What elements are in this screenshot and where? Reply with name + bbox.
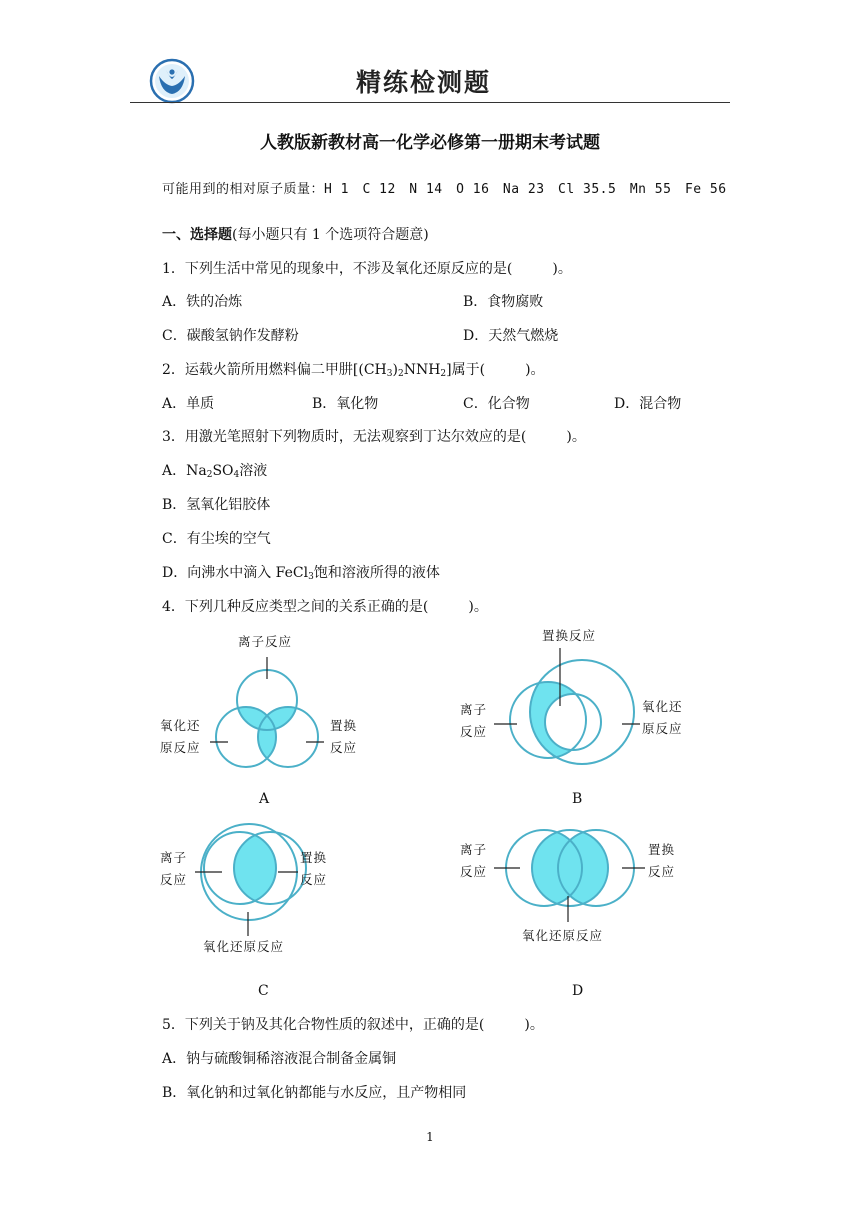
q5-option-a: A．钠与硫酸铜稀溶液混合制备金属铜 — [162, 1051, 397, 1067]
label-displace: 置换反应 — [542, 628, 597, 643]
q1-option-d: D．天然气燃烧 — [463, 328, 559, 344]
label-ionic: 离子反应 — [238, 634, 293, 649]
label-displace-line1: 置换 — [330, 718, 358, 733]
diagram-a — [160, 634, 357, 807]
label-redox-line1: 氧化还 — [642, 699, 683, 714]
q1-option-a: A．铁的冶炼 — [162, 294, 243, 310]
section-note: (每小题只有 1 个选项符合题意) — [232, 227, 429, 243]
section-title: 一、选择题 — [162, 227, 232, 243]
option-text: 饱和溶液所得的液体 — [313, 565, 440, 581]
caption-d: D — [572, 983, 584, 999]
question-text: ]属于( — [446, 362, 486, 378]
label-ionic-line2: 反应 — [160, 872, 188, 887]
q2-option-c: C．化合物 — [463, 396, 530, 412]
page-number: 1 — [426, 1130, 434, 1144]
label-displace-line1: 置换 — [300, 850, 328, 865]
question-text-end: )。 — [566, 429, 586, 445]
q1-option-b: B．食物腐败 — [463, 294, 544, 310]
q3-option-c: C．有尘埃的空气 — [162, 531, 271, 547]
caption-a: A — [259, 791, 270, 807]
question-text-end: )。 — [524, 1017, 544, 1033]
label-ionic-line1: 离子 — [160, 850, 188, 865]
question-text-end: )。 — [525, 362, 545, 378]
question-text-end: )。 — [468, 599, 488, 615]
q2-option-a: A．单质 — [162, 396, 215, 412]
label-displace-line2: 反应 — [300, 872, 328, 887]
caption-c: C — [258, 983, 269, 999]
option-text: 溶液 — [239, 463, 268, 479]
label-ionic-line2: 反应 — [460, 864, 488, 879]
diagram-d — [460, 830, 675, 999]
subscript: 2 — [206, 470, 213, 480]
question-text: ) — [392, 362, 398, 378]
subscript: 3 — [308, 572, 314, 582]
label-displace-line1: 置换 — [648, 842, 676, 857]
subscript: 2 — [397, 369, 404, 379]
label-redox-line2: 原反应 — [642, 721, 683, 736]
subscript: 3 — [386, 369, 393, 379]
question-text: 5．下列关于钠及其化合物性质的叙述中，正确的是( — [162, 1017, 485, 1033]
label-redox-line2: 原反应 — [160, 740, 201, 755]
diagram-c — [160, 824, 327, 999]
q2-option-d: D．混合物 — [614, 396, 682, 412]
atomic-masses: 可能用到的相对原子质量：H 1 C 12 N 14 O 16 Na 23 Cl 35.5 Mn 55 Fe 56 — [162, 182, 727, 197]
q1-option-c: C．碳酸氢钠作发酵粉 — [162, 328, 299, 344]
subscript: 4 — [233, 470, 240, 480]
question-text: 1．下列生活中常见的现象中，不涉及氧化还原反应的是( — [162, 261, 513, 277]
subscript: 2 — [440, 369, 447, 379]
label-displace-line2: 反应 — [330, 740, 358, 755]
question-text: 4．下列几种反应类型之间的关系正确的是( — [162, 599, 429, 615]
question-text: 2．运载火箭所用燃料偏二甲肼[(CH — [162, 362, 387, 378]
label-redox: 氧化还原反应 — [203, 939, 285, 954]
label-ionic-line1: 离子 — [460, 842, 488, 857]
brand-title: 精练检测题 — [356, 68, 492, 97]
q5-option-b: B．氧化钠和过氧化钠都能与水反应，且产物相同 — [162, 1085, 467, 1101]
option-text: A．Na — [162, 463, 207, 479]
question-5-stem — [162, 1016, 544, 1034]
q3-option-b: B．氢氧化铝胶体 — [162, 497, 271, 513]
question-text: 3．用激光笔照射下列物质时，无法观察到丁达尔效应的是( — [162, 429, 527, 445]
option-text: SO — [212, 463, 234, 479]
page-title: 人教版新教材高一化学必修第一册期末考试题 — [260, 133, 600, 153]
question-text-end: )。 — [552, 261, 572, 277]
label-displace-line2: 反应 — [648, 864, 676, 879]
caption-b: B — [572, 791, 583, 807]
question-text: NNH — [403, 362, 441, 378]
q2-option-b: B．氧化物 — [312, 396, 379, 412]
label-redox: 氧化还原反应 — [522, 928, 604, 943]
label-ionic-line1: 离子 — [460, 702, 488, 717]
label-ionic-line2: 反应 — [460, 724, 488, 739]
diagram-b — [460, 628, 683, 807]
option-text: D．向沸水中滴入 FeCl — [162, 565, 309, 581]
label-redox-line1: 氧化还 — [160, 718, 201, 733]
